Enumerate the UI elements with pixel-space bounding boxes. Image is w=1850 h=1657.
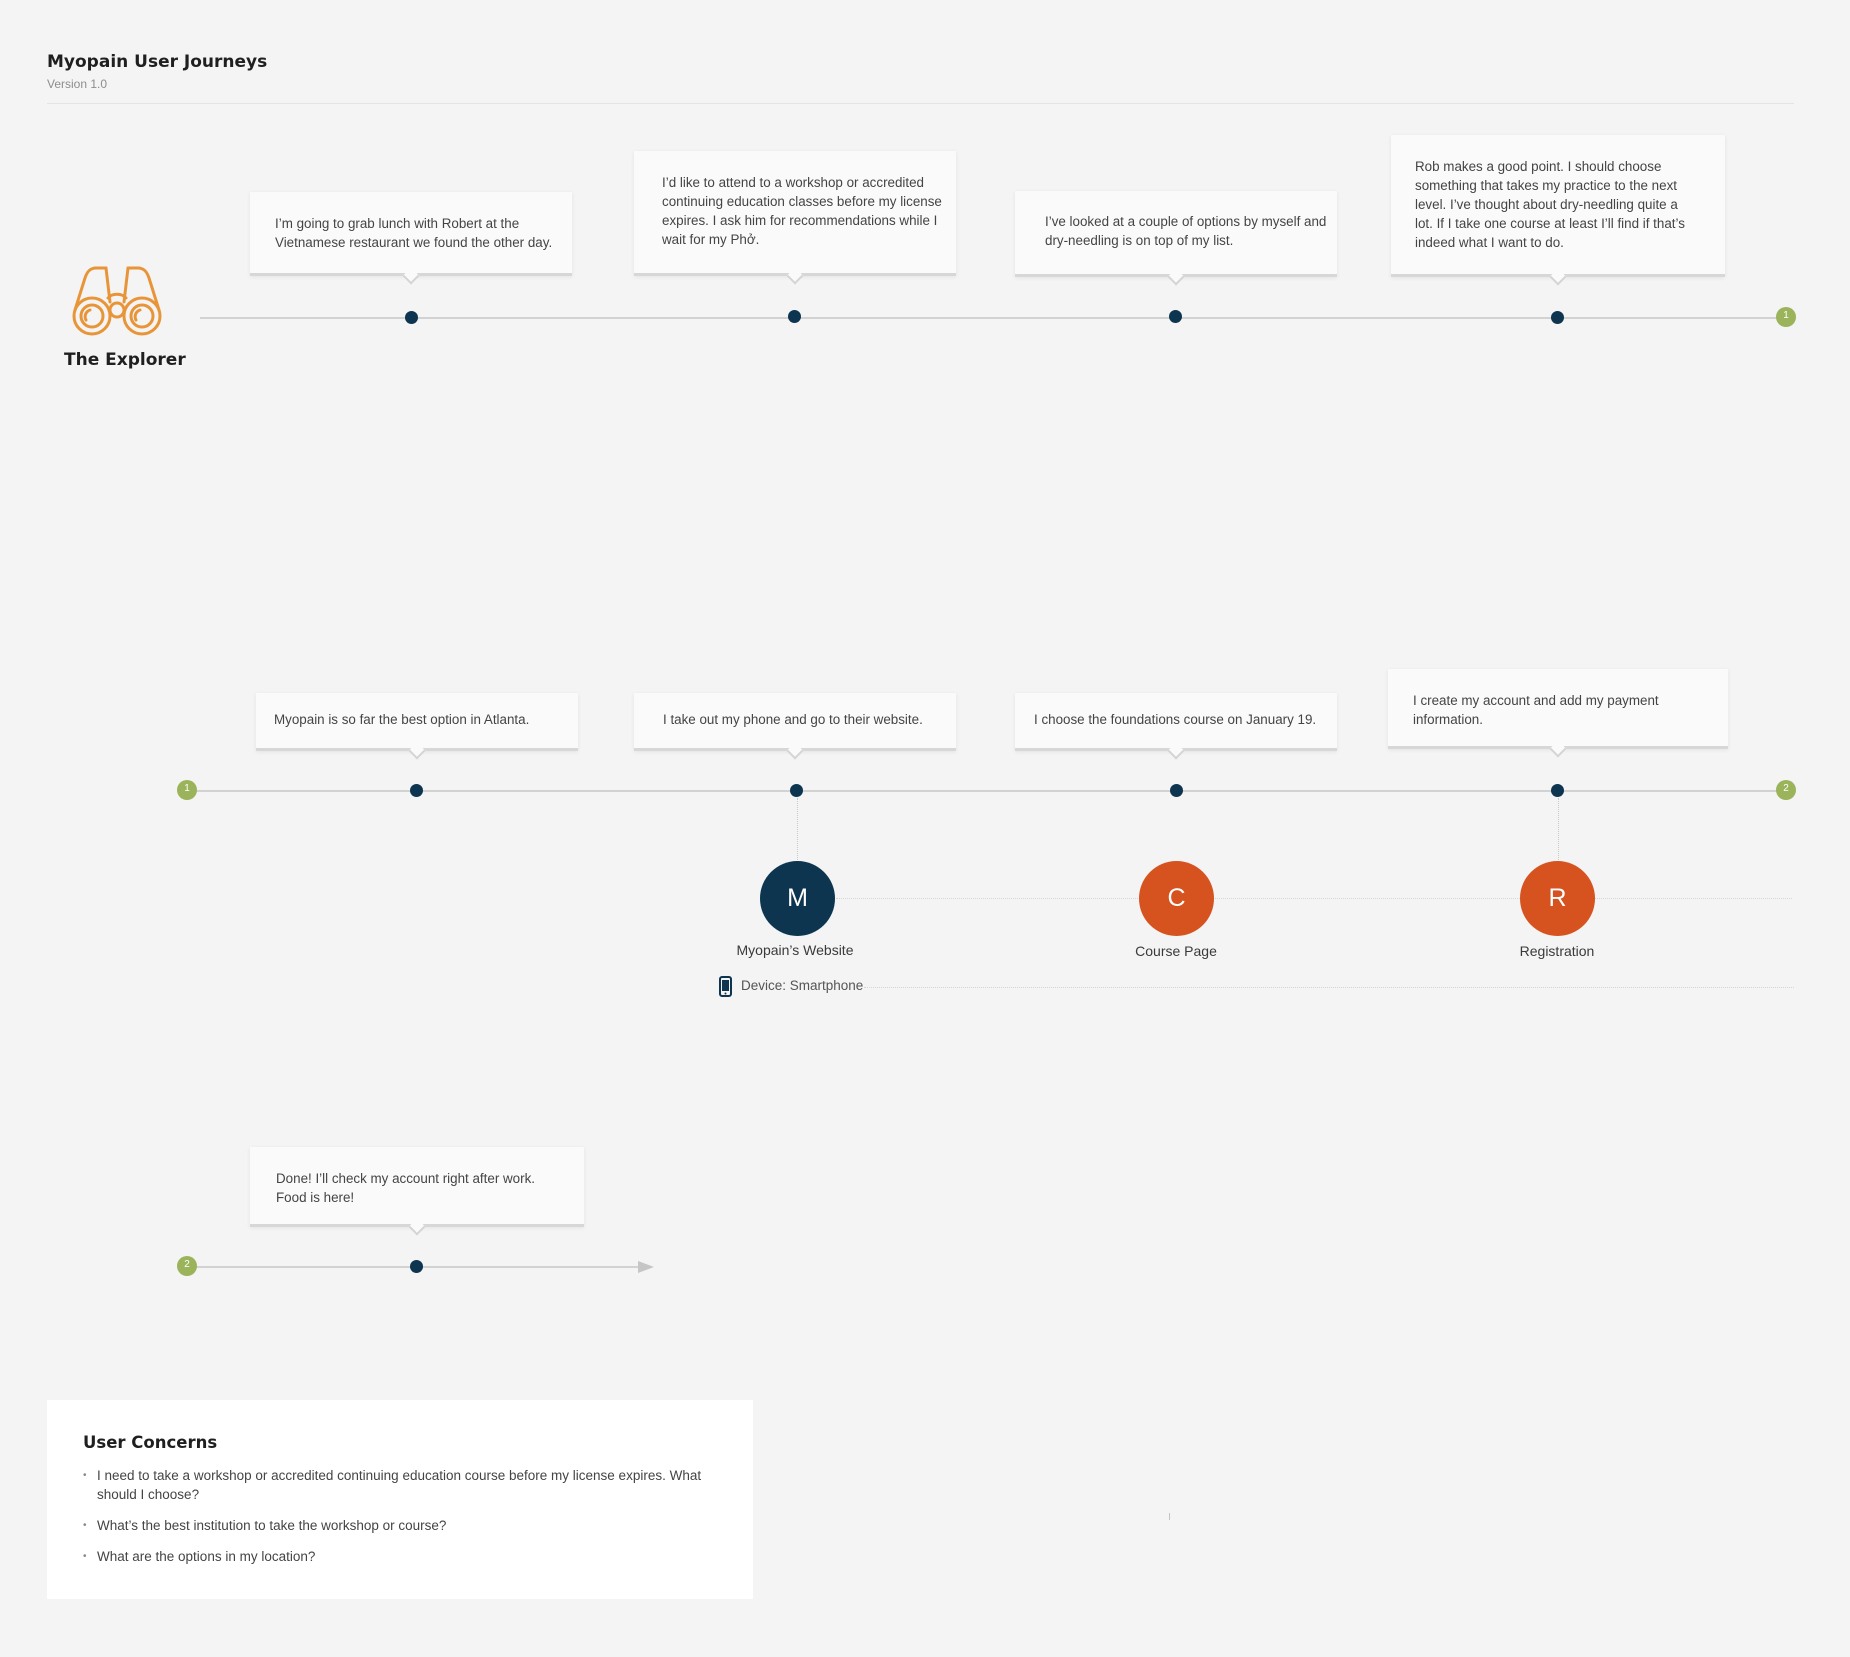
connector-node: 2 [177,1256,197,1276]
binoculars-icon [70,262,164,336]
journey-step-card [250,1147,584,1227]
step-dot [410,1260,423,1273]
journey-step-card [250,192,572,276]
connector-node: 2 [1776,780,1796,800]
step-text: I create my account and add my payment information. [1413,693,1659,727]
concerns-list [83,1466,703,1578]
step-dot [1551,784,1564,797]
touchpoint-label: Registration [1519,943,1595,959]
version-label: Version 1.0 [47,77,108,91]
journey-step-card [1388,669,1728,749]
touchpoint-m: M [760,861,835,936]
arrow-head-icon [638,1261,654,1273]
step-text: I choose the foundations course on January 19. [1034,712,1317,727]
journey-step-card [1391,135,1725,277]
journey-line-row-2 [187,790,1786,792]
concern-item: • I need to take a workshop or accredited continuing education course before my license expires. What should I choose? [83,1466,703,1504]
concern-item: • What are the options in my location? [83,1547,703,1566]
journey-step-card [1015,191,1337,277]
step-dot [1169,310,1182,323]
touchpoint-connector [797,798,798,862]
step-text: Myopain is so far the best option in Atlanta. [274,712,530,727]
journey-step-card [634,693,956,751]
user-concerns-panel [47,1400,753,1599]
connector-node: 1 [1776,307,1796,327]
step-text: I’ve looked at a couple of options by myself and dry-needling is on top of my list. [1045,214,1327,248]
device-track [864,987,1794,988]
touchpoint-label: Myopain’s Website [736,942,854,958]
tick-mark [1169,1513,1170,1520]
header-divider [47,103,1794,104]
touchpoint-label: Course Page [1135,943,1217,959]
journey-step-card [634,151,956,276]
journey-step-card [256,693,578,751]
journey-line-row-1 [200,317,1786,319]
touchpoint-c: C [1139,861,1214,936]
journey-step-card [1015,693,1337,751]
touchpoint-r: R [1520,861,1595,936]
page-title: Myopain User Journeys [47,52,268,72]
step-text: Done! I’ll check my account right after work. Food is here! [276,1171,535,1205]
step-dot [1170,784,1183,797]
step-dot [405,311,418,324]
step-dot [790,784,803,797]
step-text: I’m going to grab lunch with Robert at the Vietnamese restaurant we found the other day. [275,216,553,250]
step-dot [410,784,423,797]
step-dot [1551,311,1564,324]
device-label: Device: Smartphone [741,978,864,993]
concern-item: • What’s the best institution to take the workshop or course? [83,1516,703,1535]
connector-node: 1 [177,780,197,800]
step-text: Rob makes a good point. I should choose something that takes my practice to the next level. I’ve thought about dry-needling quite a lot. If I take one course at least I’ll find if that’s indeed what I want to do. [1415,159,1685,250]
step-text: I’d like to attend to a workshop or accredited continuing education classes before my license expires. I ask him for recommendations while I wait for my Phở. [662,175,942,247]
persona-name: The Explorer [64,350,186,370]
touchpoint-connector [1558,798,1559,862]
concerns-title: User Concerns [83,1433,218,1452]
touchpoint-track [836,898,1792,899]
smartphone-icon [719,976,732,997]
step-text: I take out my phone and go to their website. [663,712,923,727]
step-dot [788,310,801,323]
